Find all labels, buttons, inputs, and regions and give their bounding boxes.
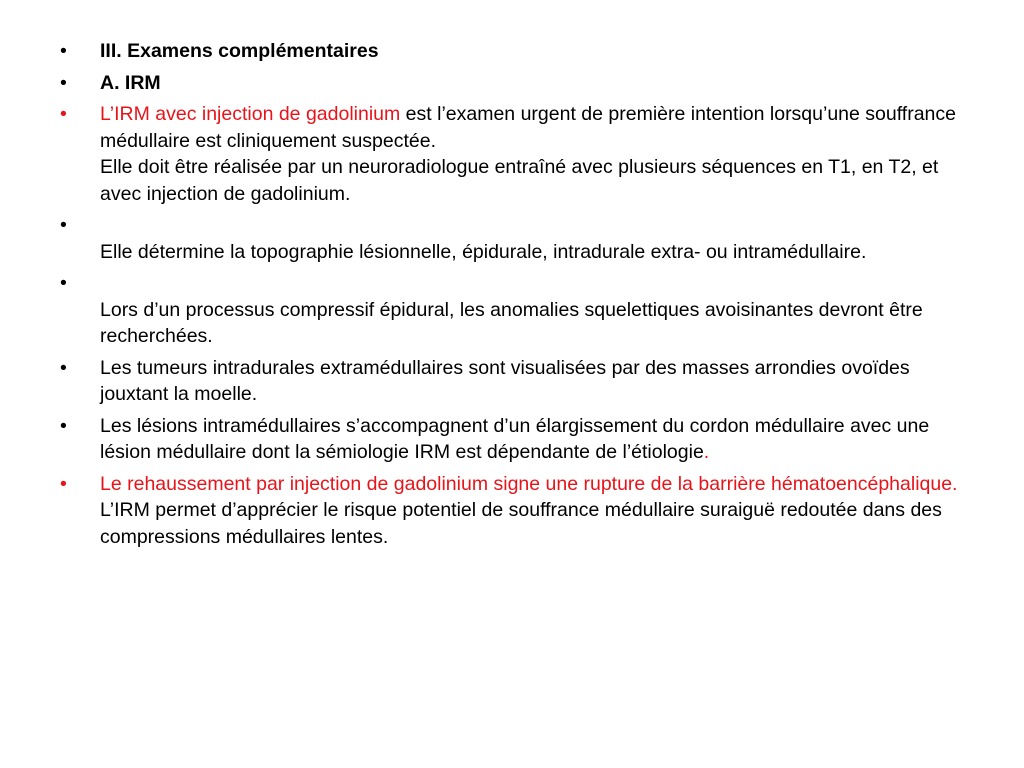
empty-line (100, 270, 960, 297)
bullet-icon: • (60, 356, 67, 379)
bullet-text (100, 101, 960, 154)
bullet-text-continuation: L’IRM permet d’apprécier le risque potentiel de souffrance médullaire suraiguë redoutée dans des compressions médullaires lentes. (100, 499, 942, 548)
empty-line (100, 212, 960, 239)
body-text: Les lésions intramédullaires s’accompagnent d’un élargissement du cordon médullaire avec une lésion médullaire dont la sémiologie IRM est dépendante de l’étiologie (100, 414, 930, 463)
bullet-item-section-title (60, 38, 960, 65)
bullet-text: Elle détermine la topographie lésionnelle, épidurale, intradurale extra- ou intramédullaire. (100, 240, 867, 263)
bullet-icon: • (60, 214, 67, 236)
bullet-icon: • (60, 103, 67, 125)
highlight-text: Le rehaussement par injection de gadolinium signe une rupture de la barrière hématoencéphalique. (100, 472, 958, 495)
section-title: III. Examens complémentaires (100, 40, 379, 62)
bullet-item-lesions (60, 413, 960, 466)
highlight-text: L’IRM avec injection de gadolinium (100, 103, 401, 125)
bullet-item-subsection-title (60, 70, 960, 97)
bullet-icon: • (60, 71, 67, 94)
highlight-period: . (703, 441, 710, 463)
bullet-item-topographie (60, 212, 960, 265)
bullet-item-processus-compressif (60, 270, 960, 350)
bullet-text: Lors d’un processus compressif épidural, les anomalies squelettiques avoisinantes devront être recherchées. (100, 298, 923, 347)
subsection-title: A. IRM (100, 71, 161, 94)
bullet-icon: • (60, 414, 67, 437)
bullet-list (60, 38, 960, 555)
bullet-icon: • (60, 272, 67, 294)
bullet-icon: • (60, 472, 67, 495)
bullet-item-rehaussement (60, 471, 960, 551)
bullet-item-tumeurs (60, 355, 960, 408)
body-text: est l’examen urgent de première intention lorsqu’une souffrance médullaire est cliniquement suspectée. (100, 103, 956, 152)
bullet-icon: • (60, 40, 67, 62)
bullet-text (100, 413, 960, 466)
bullet-text: Les tumeurs intradurales extramédullaires sont visualisées par des masses arrondies ovoïdes jouxtant la moelle. (100, 356, 910, 405)
bullet-text-continuation: Elle doit être réalisée par un neuroradiologue entraîné avec plusieurs séquences en T1, en T2, et avec injection de gadolinium. (100, 156, 939, 205)
bullet-item-irm-gadolinium (60, 101, 960, 207)
